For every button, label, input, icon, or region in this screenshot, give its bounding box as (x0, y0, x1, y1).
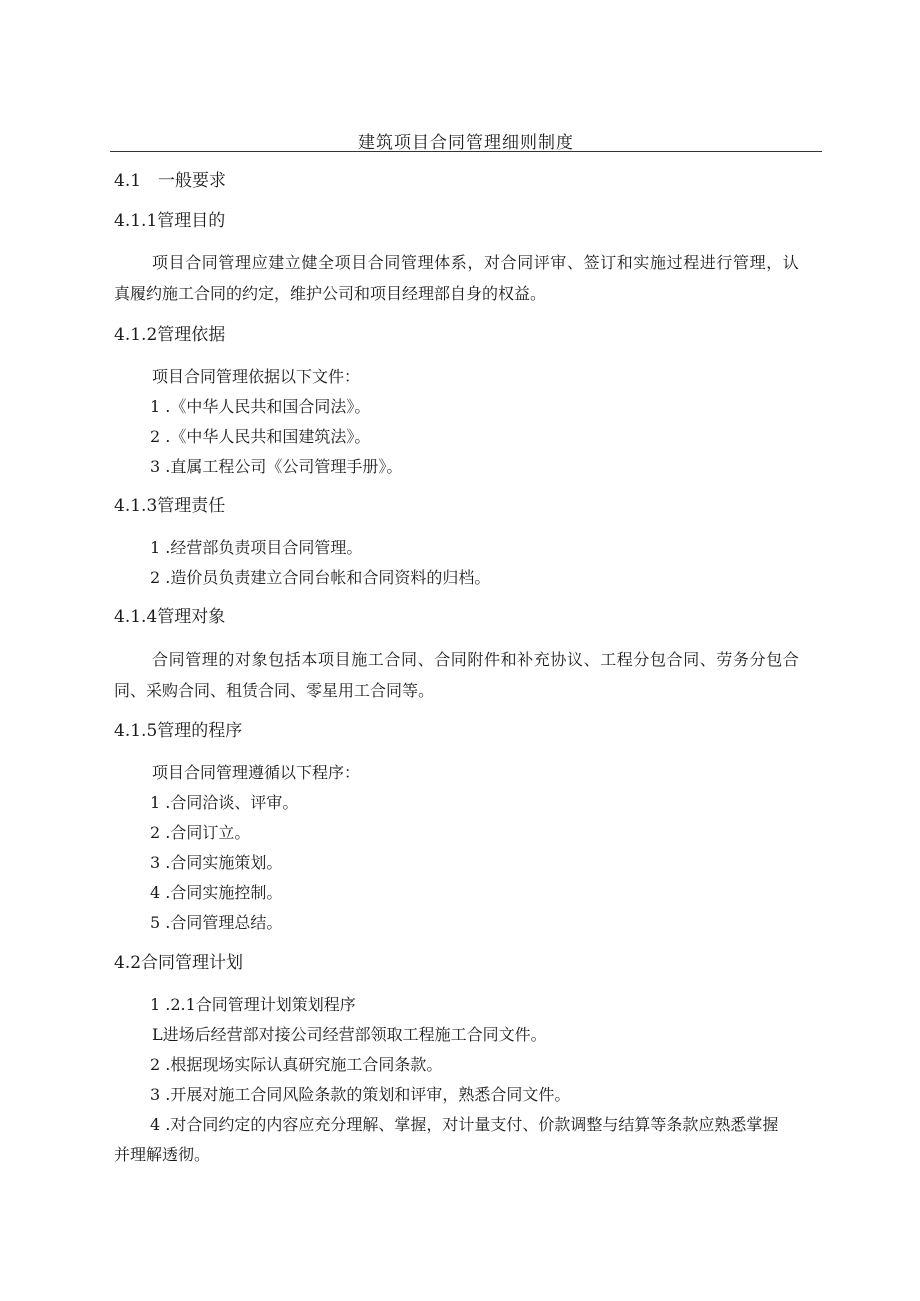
list-item: 3 .合同实施策划。 (150, 853, 283, 872)
subsection-heading-4-1-1: 4.1.1管理目的 (114, 211, 226, 231)
title-underline (110, 151, 822, 152)
list-item: 1 .合同洽谈、评审。 (150, 793, 299, 812)
subsection-heading-4-1-2: 4.1.2管理依据 (114, 325, 226, 345)
paragraph-line: 项目合同管理依据以下文件： (152, 367, 361, 386)
list-item: 2 .根据现场实际认真研究施工合同条款。 (150, 1055, 443, 1074)
section-heading-4-2: 4.2合同管理计划 (114, 953, 244, 973)
list-item: 2 .《中华人民共和国建筑法》。 (150, 427, 371, 446)
list-item: 2 .造价员负责建立合同台帐和合同资料的归档。 (150, 568, 491, 587)
list-item-continuation: 并理解透彻。 (114, 1145, 211, 1164)
list-item: 3 .直属工程公司《公司管理手册》。 (150, 457, 403, 476)
paragraph-line: 同、采购合同、租赁合同、零星用工合同等。 (114, 681, 435, 700)
list-item: 1 .经营部负责项目合同管理。 (150, 538, 363, 557)
paragraph-line: 真履约施工合同的约定，维护公司和项目经理部自身的权益。 (114, 284, 547, 303)
subsection-heading-4-1-3: 4.1.3管理责任 (114, 496, 226, 516)
list-item: 1 .《中华人民共和国合同法》。 (150, 397, 371, 416)
list-item: 4 .对合同约定的内容应充分理解、掌握，对计量支付、价款调整与结算等条款应熟悉掌握 (150, 1115, 779, 1134)
list-item: 2 .合同订立。 (150, 823, 251, 842)
document-title: 建筑项目合同管理细则制度 (358, 133, 574, 153)
list-item: 5 .合同管理总结。 (150, 913, 283, 932)
list-item: L进场后经营部对接公司经营部领取工程施工合同文件。 (152, 1025, 547, 1044)
list-item: 3 .开展对施工合同风险条款的策划和评审，熟悉合同文件。 (150, 1085, 571, 1104)
paragraph-line: 项目合同管理应建立健全项目合同管理体系，对合同评审、签订和实施过程进行管理，认 (152, 253, 800, 272)
list-item: 4 .合同实施控制。 (150, 883, 283, 902)
subsection-heading-4-1-5: 4.1.5管理的程序 (114, 721, 243, 741)
subsection-heading-4-2-1: 1 .2.1合同管理计划策划程序 (150, 995, 356, 1014)
section-heading-4-1: 4.1 一般要求 (114, 171, 227, 191)
subsection-heading-4-1-4: 4.1.4管理对象 (114, 607, 226, 627)
paragraph-line: 合同管理的对象包括本项目施工合同、合同附件和补充协议、工程分包合同、劳务分包合 (152, 650, 800, 669)
paragraph-line: 项目合同管理遵循以下程序： (152, 763, 361, 782)
